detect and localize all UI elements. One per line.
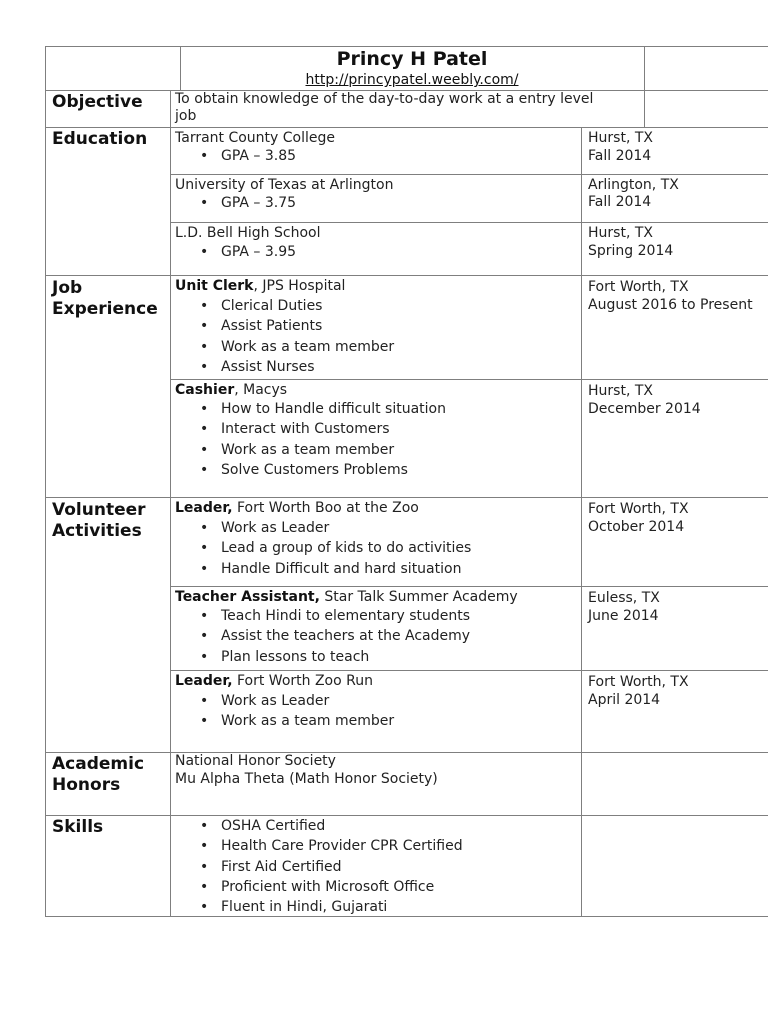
volunteer-location: Euless, TX [588,590,660,606]
list-item: • Plan lessons to teach [200,647,470,667]
volunteer-role: Teacher Assistant, [175,589,320,605]
education-date: Spring 2014 [588,243,674,259]
list-item: • Proficient with Microsoft Office [200,877,463,897]
job-date: December 2014 [588,401,701,417]
job-duties [200,296,394,377]
job-title: Cashier [175,382,235,398]
list-item: • Work as Leader [200,691,394,711]
education-location: Hurst, TX [588,225,653,241]
job-location: Fort Worth, TX [588,279,689,295]
honor-item: National Honor Society [175,753,336,769]
list-item: • Work as a team member [200,337,394,357]
list-item: • First Aid Certified [200,857,463,877]
objective-label: Objective [52,92,143,112]
education-school: University of Texas at Arlington [175,177,394,193]
volunteer-role: Leader, [175,500,233,516]
rule-left [45,46,46,917]
education-gpa-list [200,193,296,213]
volunteer-label: Activities [52,521,142,541]
volunteer-role: Leader, [175,673,233,689]
list-item: • Lead a group of kids to do activities [200,538,471,558]
volunteer-org: Star Talk Summer Academy [319,589,518,605]
list-item: • Fluent in Hindi, Gujarati [200,897,463,917]
list-item: • Work as a team member [200,440,446,460]
education-label: Education [52,129,148,149]
education-gpa-list [200,242,296,262]
list-item: • Handle Difficult and hard situation [200,559,471,579]
job-date: August 2016 to Present [588,297,753,313]
list-item: • How to Handle difficult situation [200,399,446,419]
list-item: • Assist the teachers at the Academy [200,626,470,646]
list-item: • Assist Nurses [200,357,394,377]
volunteer-label: Volunteer [52,500,146,520]
volunteer-date: June 2014 [588,608,659,624]
job-label: Job [52,278,83,298]
rule-label-col [170,90,171,917]
rule-education-bottom [45,275,768,276]
education-date: Fall 2014 [588,194,652,210]
rule-volunteer-bottom [45,752,768,753]
job-org: , Macys [234,382,288,398]
portfolio-link[interactable]: http://princypatel.weebly.com/ [305,72,519,88]
rule-objective-bottom [45,127,768,128]
skills-list [200,816,463,917]
volunteer-location: Fort Worth, TX [588,674,689,690]
list-item: • Teach Hindi to elementary students [200,606,470,626]
skills-label: Skills [52,817,104,837]
list-item: • Work as Leader [200,518,471,538]
honors-label: Academic [52,754,145,774]
honor-item: Mu Alpha Theta (Math Honor Society) [175,771,438,787]
volunteer-org: Fort Worth Boo at the Zoo [232,500,419,516]
volunteer-title-line [175,498,419,518]
education-location: Hurst, TX [588,130,653,146]
list-item: • Assist Patients [200,316,394,336]
list-item: • Solve Customers Problems [200,460,446,480]
list-item: • OSHA Certified [200,816,463,836]
education-date: Fall 2014 [588,148,652,164]
volunteer-location: Fort Worth, TX [588,501,689,517]
job-org: , JPS Hospital [253,278,346,294]
list-item: • GPA – 3.95 [200,242,296,262]
list-item: • GPA – 3.85 [200,146,296,166]
job-label: Experience [52,299,158,319]
rule-location-col [581,127,582,917]
list-item: • Work as a team member [200,711,394,731]
job-title: Unit Clerk [175,278,254,294]
volunteer-date: April 2014 [588,692,661,708]
volunteer-org: Fort Worth Zoo Run [232,673,373,689]
volunteer-title-line [175,671,373,691]
job-duties [200,399,446,480]
volunteer-duties [200,606,470,667]
education-location: Arlington, TX [588,177,679,193]
candidate-name: Princy H Patel [336,48,488,70]
list-item: • GPA – 3.75 [200,193,296,213]
volunteer-date: October 2014 [588,519,685,535]
job-title-line [175,276,345,296]
volunteer-duties [200,691,394,732]
list-item: • Interact with Customers [200,419,446,439]
list-item: • Health Care Provider CPR Certified [200,836,463,856]
rule-top [45,46,768,47]
objective-text-1: To obtain knowledge of the day-to-day work at a entry level [175,91,594,107]
job-title-line [175,380,287,400]
education-school: L.D. Bell High School [175,225,321,241]
volunteer-title-line [175,587,518,607]
job-location: Hurst, TX [588,383,653,399]
objective-text-2: job [175,108,197,124]
rule-header-right [644,46,645,128]
list-item: • Clerical Duties [200,296,394,316]
education-gpa-list [200,146,296,166]
volunteer-duties [200,518,471,579]
honors-label: Honors [52,775,121,795]
education-school: Tarrant County College [175,130,336,146]
